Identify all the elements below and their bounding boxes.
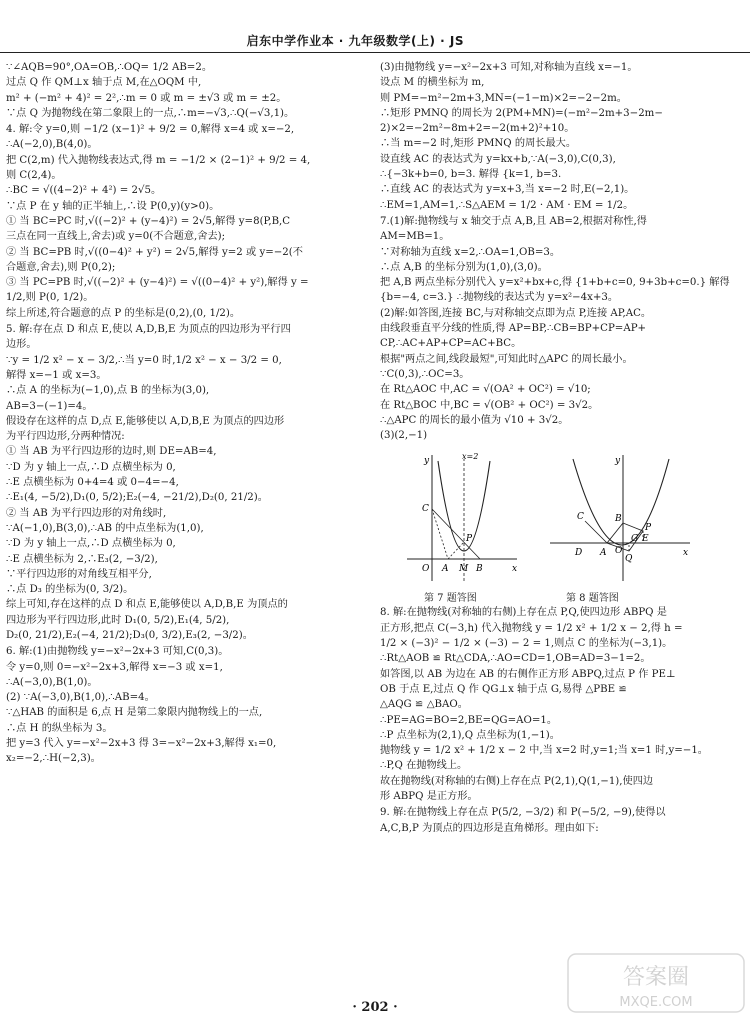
right-text-line: ∴Rt△AOB ≌ Rt△CDA,∴AO=CD=1,OB=AD=3−1=2。	[380, 653, 651, 665]
right-text-line: ∴直线 AC 的表达式为 y=x+3,当 x=−2 时,E(−2,1)。	[380, 184, 635, 196]
figure-8-graph	[545, 451, 695, 586]
left-text-line: 合题意,舍去),则 P(0,2);	[6, 261, 116, 273]
left-text-line: 过点 Q 作 QM⊥x 轴于点 M,在△OQM 中,	[6, 77, 202, 89]
left-text-line: ∵点 Q 为抛物线在第二象限上的一点,∴m=−√3,∴Q(−√3,1)。	[6, 107, 295, 119]
right-text-line: AM=MB=1。	[380, 231, 450, 243]
fig7-label-a: A	[442, 564, 449, 575]
right-column-top	[380, 60, 732, 443]
book-title: 启东中学作业本 · 九年级数学(上) · JS	[246, 34, 464, 48]
fig8-label-b: B	[615, 514, 622, 525]
right-text-line: 1/2 × (−3)² − 1/2 × (−3) − 2 = 1,则点 C 的坐标为(−3,1)。	[380, 638, 673, 650]
right-text-line: ∴PE=AG=BO=2,BE=QG=AO=1。	[380, 714, 558, 726]
right-text-line: 则 PM=−m²−2m+3,MN=(−1−m)×2=−2−2m。	[380, 92, 627, 104]
right-column	[380, 60, 732, 836]
left-text-line: 综上所述,符合题意的点 P 的坐标是(0,2),(0, 1/2)。	[6, 307, 241, 319]
left-text-line: 三点在同一直线上,舍去)或 y=0(不合题意,舍去);	[6, 231, 226, 243]
left-text-line: ∵A(−1,0),B(3,0),∴AB 的中点坐标为(1,0),	[6, 522, 204, 534]
right-column-bottom	[380, 605, 732, 835]
right-text-line: (3)(2,−1)	[380, 430, 428, 442]
left-text-line: 四边形为平行四边形,此时 D₁(0, 5/2),E₁(4, 5/2),	[6, 614, 230, 626]
fig8-label-g: G	[631, 534, 639, 545]
right-text-line: (3)由抛物线 y=−x²−2x+3 可知,对称轴为直线 x=−1。	[380, 62, 638, 73]
right-text-line: 7.(1)解:抛物线与 x 轴交于点 A,B,且 AB=2,根据对称性,得	[380, 215, 647, 227]
fig7-label-b: B	[476, 564, 483, 575]
svg-text:MXQE.COM: MXQE.COM	[619, 995, 693, 1010]
fig8-label-e: E	[642, 534, 649, 545]
left-text-line: D₂(0, 21/2),E₂(−4, 21/2);D₃(0, 3/2),E₃(2, −3/2)。	[6, 629, 253, 641]
right-text-line: OB 于点 E,过点 Q 作 QG⊥x 轴于点 G,易得 △PBE ≌	[380, 683, 627, 695]
watermark-logo	[566, 950, 746, 1016]
right-text-line: 在 Rt△BOC 中,BC = √(OB² + OC²) = 3√2。	[380, 399, 599, 411]
left-text-line: ∴E 点横坐标为 2,∴E₃(2, −3/2),	[6, 553, 158, 565]
left-text-line: 把 y=3 代入 y=−x²−2x+3 得 3=−x²−2x+3,解得 x₁=0,	[6, 738, 277, 750]
left-text-line: 4. 解:令 y=0,则 −1/2 (x−1)² + 9/2 = 0,解得 x=4 或 x=−2,	[6, 124, 295, 136]
left-text-line: ∵D 为 y 轴上一点,∴D 点横坐标为 0,	[6, 461, 176, 473]
right-text-line: 设直线 AC 的表达式为 y=kx+b,∵A(−3,0),C(0,3),	[380, 153, 616, 165]
left-text-line: ∴点 H 的纵坐标为 3。	[6, 722, 113, 734]
figure-7-caption: 第 7 题答图	[424, 593, 477, 605]
page-header	[0, 30, 750, 53]
left-text-line: 边形。	[6, 339, 37, 351]
right-text-line: ∴矩形 PMNQ 的周长为 2(PM+MN)=(−m²−2m+3−2m−	[380, 107, 663, 119]
right-text-line: ∴{−3k+b=0, b=3. 解得 {k=1, b=3.	[380, 169, 562, 181]
left-text-line: 令 y=0,则 0=−x²−2x+3,解得 x=−3 或 x=1,	[6, 661, 223, 673]
left-text-line: ① 当 BC=PC 时,√((−2)² + (y−4)²) = 2√5,解得 y=8(P,B,C	[6, 215, 291, 227]
left-text-line: ∴E 点横坐标为 0+4=4 或 0−4=−4,	[6, 477, 179, 489]
right-text-line: 根据"两点之间,线段最短",可知此时△APC 的周长最小。	[380, 353, 633, 365]
left-text-line: ∵D 为 y 轴上一点,∴D 点横坐标为 0,	[6, 538, 176, 550]
right-text-line: ∴P,Q 在抛物线上。	[380, 760, 468, 772]
right-text-line: 在 Rt△AOC 中,AC = √(OA² + OC²) = √10;	[380, 384, 591, 396]
page-number: · 202 ·	[352, 1000, 398, 1015]
left-text-line: 为平行四边形,分两种情况:	[6, 431, 125, 443]
left-text-line: ∵点 P 在 y 轴的正半轴上,∴设 P(0,y)(y>0)。	[6, 200, 220, 212]
right-text-line: 设点 M 的横坐标为 m,	[380, 77, 485, 89]
left-text-line: ∵△HAB 的面积是 6,点 H 是第二象限内抛物线上的一点,	[6, 707, 263, 719]
right-text-line: ∴点 A,B 的坐标分别为(1,0),(3,0)。	[380, 261, 548, 273]
right-text-line: 8. 解:在抛物线(对称轴的右侧)上存在点 P,Q,使四边形 ABPQ 是	[380, 607, 667, 619]
right-text-line: {b=−4, c=3.} ∴抛物线的表达式为 y=x²−4x+3。	[380, 292, 619, 304]
left-text-line: ∵平行四边形的对角线互相平分,	[6, 568, 152, 580]
right-text-line: ∵C(0,3),∴OC=3。	[380, 368, 470, 380]
fig7-label-y: y	[424, 456, 430, 467]
right-text-line: 2)×2=−2m²−8m+2=−2(m+2)²+10。	[380, 123, 575, 135]
left-text-line: 5. 解:存在点 D 和点 E,使以 A,D,B,E 为顶点的四边形为平行四	[6, 324, 291, 336]
left-text-line: ∴A(−2,0),B(4,0)。	[6, 139, 98, 151]
right-text-line: 如答图,以 AB 为边在 AB 的右侧作正方形 ABPQ,过点 P 作 PE⊥	[380, 668, 676, 680]
left-text-line: ∴A(−3,0),B(1,0)。	[6, 676, 98, 688]
right-text-line: (2)解:如答图,连接 BC,与对称轴交点即为点 P,连接 AP,AC。	[380, 307, 652, 319]
left-text-line: 解得 x=−1 或 x=3。	[6, 369, 107, 381]
left-text-line: ∵∠AQB=90°,OA=OB,∴OQ= 1/2 AB=2。	[6, 62, 213, 73]
right-text-line: 形 ABPQ 是正方形。	[380, 790, 478, 802]
left-text-line: 把 C(2,m) 代入抛物线表达式,得 m = −1/2 × (2−1)² + 9/2 = 4,	[6, 154, 311, 166]
fig8-label-x: x	[683, 548, 689, 559]
answer-figures	[380, 451, 732, 605]
left-text-line: x₂=−2,∴H(−2,3)。	[6, 753, 101, 765]
left-text-line: ∴BC = √((4−2)² + 4²) = 2√5。	[6, 185, 162, 197]
right-text-line: ∵对称轴为直线 x=2,∴OA=1,OB=3。	[380, 246, 561, 258]
fig8-label-y: y	[615, 456, 621, 467]
right-text-line: CP,∴AC+AP+CP=AC+BC。	[380, 338, 522, 350]
left-text-line: 则 C(2,4)。	[6, 170, 62, 182]
left-text-line: AB=3−(−1)=4。	[6, 400, 93, 412]
right-text-line: 由线段垂直平分线的性质,得 AP=BP,∴CB=BP+CP=AP+	[380, 323, 647, 335]
left-text-line: 假设存在这样的点 D,点 E,能够使以 A,D,B,E 为顶点的四边形	[6, 415, 285, 427]
fig7-label-c: C	[422, 504, 429, 515]
right-text-line: 抛物线 y = 1/2 x² + 1/2 x − 2 中,当 x=2 时,y=1;当 x=1 时,y=−1。	[380, 745, 708, 757]
right-text-line: ∴EM=1,AM=1,∴S△AEM = 1/2 · AM · EM = 1/2。	[380, 199, 634, 211]
fig8-label-p: P	[645, 523, 652, 534]
right-text-line: ∴当 m=−2 时,矩形 PMNQ 的周长最大。	[380, 138, 577, 150]
right-text-line: 9. 解:在抛物线上存在点 P(5/2, −3/2) 和 P(−5/2, −9),使得以	[380, 807, 666, 819]
left-text-line: m² + (−m² + 4)² = 2²,∴m = 0 或 m = ±√3 或 m = ±2。	[6, 92, 287, 104]
left-text-line: 综上可知,存在这样的点 D 和点 E,能够使以 A,D,B,E 为顶点的	[6, 599, 288, 611]
left-text-line: ∵y = 1/2 x² − x − 3/2,∴当 y=0 时,1/2 x² − x − 3/2 = 0,	[6, 354, 282, 366]
right-text-line: ∴△APC 的周长的最小值为 √10 + 3√2。	[380, 414, 569, 426]
svg-text:答案圈: 答案圈	[622, 965, 690, 990]
left-text-line: ∴E₁(4, −5/2),D₁(0, 5/2);E₂(−4, −21/2),D₂(0, 21/2)。	[6, 492, 268, 504]
right-text-line: ∴P 点坐标为(2,1),Q 点坐标为(1,−1)。	[380, 729, 560, 741]
fig7-label-axis: x=2	[462, 452, 479, 462]
left-text-line: ③ 当 PC=PB 时,√((−2)² + (y−4)²) = √((0−4)² + y²),解得 y =	[6, 277, 309, 289]
right-text-line: 故在抛物线(对称轴的右侧)上存在点 P(2,1),Q(1,−1),使四边	[380, 775, 654, 787]
fig8-label-d: D	[575, 548, 583, 559]
left-text-line: ∴点 A 的坐标为(−1,0),点 B 的坐标为(3,0),	[6, 385, 210, 397]
right-text-line: A,C,B,P 为顶点的四边形是直角梯形。理由如下:	[380, 822, 599, 834]
fig7-label-m: M	[459, 564, 469, 575]
left-text-line: 1/2,则 P(0, 1/2)。	[6, 292, 94, 304]
right-text-line: △AQG ≌ △BAO。	[380, 699, 468, 711]
right-text-line: 正方形,把点 C(−3,h) 代入抛物线 y = 1/2 x² + 1/2 x − 2,得 h =	[380, 622, 683, 634]
left-column	[0, 60, 374, 767]
figure-8-caption: 第 8 题答图	[566, 593, 619, 605]
fig8-label-o: O	[615, 546, 623, 557]
left-text-line: ② 当 AB 为平行四边形的对角线时,	[6, 507, 167, 519]
left-text-line: ∴点 D₃ 的坐标为(0, 3/2)。	[6, 584, 134, 596]
left-text-line: ① 当 AB 为平行四边形的边时,则 DE=AB=4,	[6, 446, 217, 458]
figure-7-graph	[402, 451, 522, 586]
fig8-label-q: Q	[625, 554, 633, 565]
fig7-label-o: O	[422, 564, 430, 575]
fig7-label-p: P	[466, 534, 473, 545]
left-text-line: ② 当 BC=PB 时,√((0−4)² + y²) = 2√5,解得 y=2 或 y=−2(不	[6, 246, 303, 258]
fig8-label-c: C	[577, 512, 584, 523]
fig7-label-x: x	[512, 564, 518, 575]
right-text-line: 把 A,B 两点坐标分别代入 y=x²+bx+c,得 {1+b+c=0, 9+3b+c=0.} 解得	[380, 277, 730, 289]
left-text-line: 6. 解:(1)由抛物线 y=−x²−2x+3 可知,C(0,3)。	[6, 646, 229, 658]
left-text-line: (2) ∵A(−3,0),B(1,0),∴AB=4。	[6, 692, 155, 704]
fig8-label-a: A	[600, 548, 607, 559]
